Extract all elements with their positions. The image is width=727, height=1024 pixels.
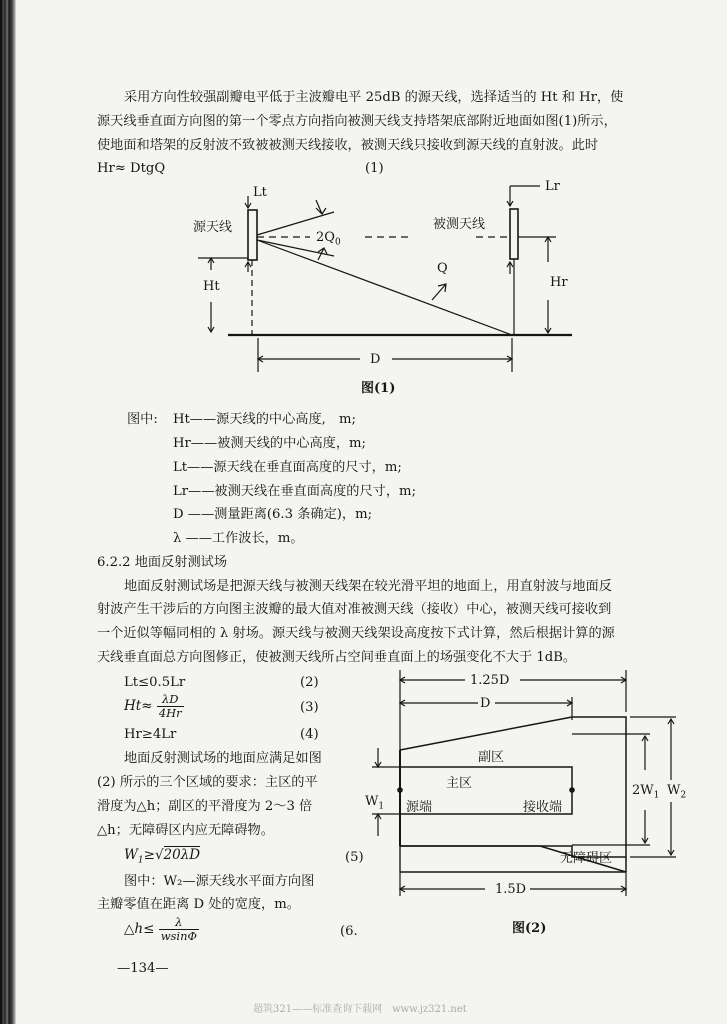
- eq6-fraction: $\frac{\lambda}{wsin\Phi}$: [160, 915, 197, 944]
- fig2-d-label: D: [480, 696, 491, 711]
- eq6-number: (6.: [340, 924, 358, 939]
- fig2-2w1-label: $2W_1$: [632, 783, 660, 801]
- eq4-number: (4): [300, 727, 319, 742]
- para3-line4: △h；无障碍区内应无障碍物。: [97, 823, 274, 838]
- para1-line2: 源天线垂直面方向图的第一个零点方向指向被测天线支持塔架底部附近地面如图(1)所示，: [97, 114, 617, 129]
- page-number: —134—: [117, 961, 169, 976]
- fig1-angle-label: $2Q_0$: [316, 230, 341, 248]
- fig1-caption: 图(1): [361, 381, 396, 396]
- legend-item: Ht——源天线的中心高度, m;: [173, 412, 357, 427]
- eq5-formula: $W_1\ge√20\lambda D$: [124, 847, 201, 866]
- legend-item: Hr——被测天线的中心高度，m;: [173, 436, 367, 451]
- para2-line1: 地面反射测试场是把源天线与被测天线架在较光滑平坦的地面上，用直射波与地面反: [124, 579, 612, 594]
- fig2-no-obstacle-label: 无障碍区: [560, 851, 613, 866]
- para4-line1: 图中：W₂—源天线水平面方向图: [124, 874, 315, 889]
- fig1-lr-label: Lr: [545, 179, 560, 194]
- eq2-formula: Lt≤0.5Lr: [124, 675, 186, 690]
- fig2-125d-label: 1.25D: [470, 673, 510, 688]
- eq6-formula: △h≤ $\frac{\lambda}{wsin\Phi}$: [124, 915, 197, 944]
- fig2-w1-label: $W_1$: [365, 794, 385, 812]
- fig1-lt-label: Lt: [253, 185, 267, 200]
- legend-item: Lr——被测天线在垂直面高度的尺寸，m;: [173, 484, 417, 499]
- eq1-formula: Hr≈ DtgQ: [97, 161, 166, 176]
- legend-item: D ——测量距离(6.3 条确定)，m;: [173, 507, 373, 522]
- fig1-test-antenna-label: 被测天线: [433, 217, 486, 232]
- eq5-number: (5): [345, 850, 364, 865]
- fig2-secondary-region-label: 副区: [478, 750, 505, 765]
- fig1-hr-label: Hr: [550, 275, 568, 290]
- para2-line3: 一个近似等幅同相的 λ 射场。源天线与被测天线架设高度按下式计算，然后根据计算的源: [97, 626, 615, 641]
- legend-prefix: 图中:: [127, 412, 158, 427]
- fig1-q-label: Q: [437, 261, 448, 276]
- para2-line4: 天线垂直面总方向图修正，使被测天线所占空间垂直面上的场强变化不大于 1dB。: [97, 650, 577, 665]
- eq3-number: (3): [300, 700, 319, 715]
- fig2-caption: 图(2): [512, 921, 547, 936]
- fig2-receiver-end-label: 接收端: [523, 800, 563, 815]
- para1-line1: 采用方向性较强副瓣电平低于主波瓣电平 25dB 的源天线，选择适当的 Ht 和 Hr，使: [124, 90, 624, 105]
- fig2-15d-label: 1.5D: [495, 882, 527, 897]
- para3-line1: 地面反射测试场的地面应满足如图: [124, 751, 322, 766]
- eq4-formula: Hr≥4Lr: [124, 727, 177, 742]
- footer-watermark: 超筑321——标准查询下载网 www.jz321.net: [253, 1004, 467, 1015]
- para1-line3: 使地面和塔架的反射波不致被被测天线接收，被测天线只接收到源天线的直射波。此时: [97, 138, 599, 153]
- eq3-fraction: $\frac{\lambda D}{4Hr}$: [158, 692, 182, 721]
- eq1-number: (1): [365, 161, 384, 176]
- para3-line3: 滑度为△h；副区的平滑度为 2～3 倍: [97, 799, 313, 814]
- fig1-ht-label: Ht: [203, 279, 220, 294]
- fig1-d-label: D: [370, 352, 381, 367]
- secondary-region-outline: [400, 717, 626, 857]
- fig2-w2-label: $W_2$: [667, 783, 687, 801]
- eq2-number: (2): [300, 675, 319, 690]
- fig2-main-region-label: 主区: [446, 776, 473, 791]
- fig1-source-antenna-label: 源天线: [193, 220, 233, 235]
- para4-line2: 主瓣零值在距离 D 处的宽度，m。: [97, 897, 300, 912]
- eq3-formula: Ht≈ $\frac{\lambda D}{4Hr}$: [124, 692, 182, 721]
- legend-item: Lt——源天线在垂直面高度的尺寸，m;: [173, 460, 402, 475]
- legend-item: λ ——工作波长，m。: [173, 531, 304, 546]
- section-heading: 6.2.2 地面反射测试场: [97, 555, 228, 570]
- fig2-source-end-label: 源端: [406, 800, 433, 815]
- para2-line2: 射波产生干涉后的方向图主波瓣的最大值对准被测天线（接收）中心，被测天线可接收到: [97, 602, 612, 617]
- para3-line2: (2) 所示的三个区域的要求：主区的平: [97, 775, 318, 790]
